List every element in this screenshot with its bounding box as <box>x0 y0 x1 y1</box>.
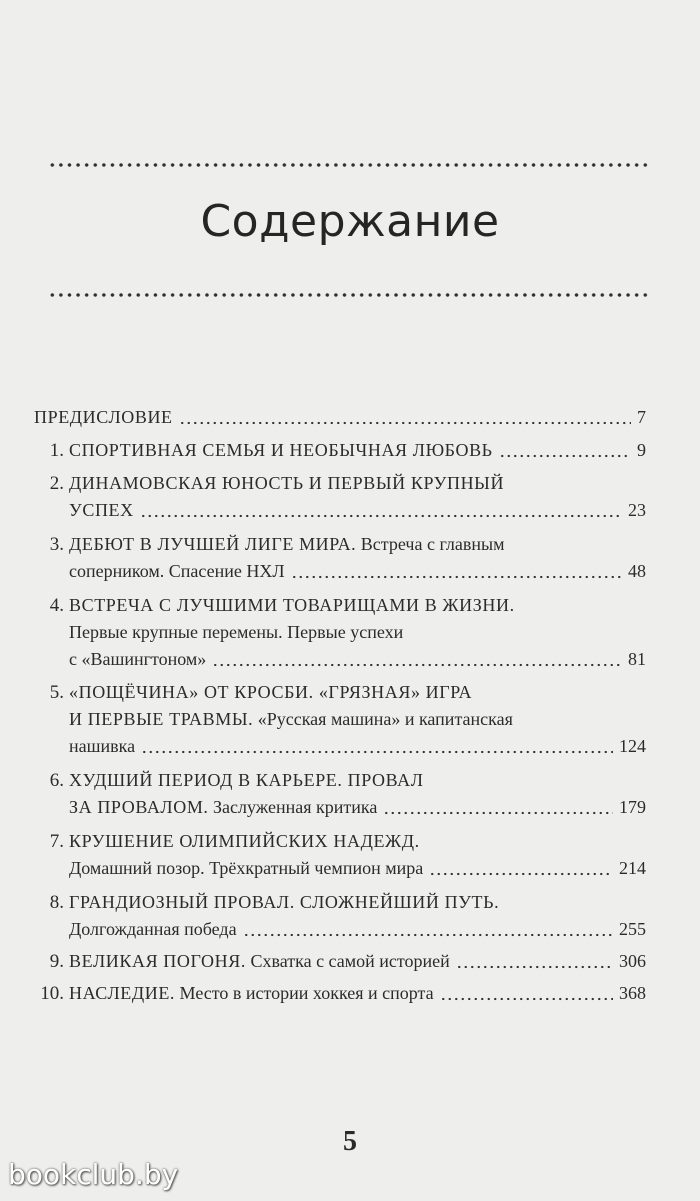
chapter-subtitle: Долгожданная победа <box>69 919 237 939</box>
chapter-title: ПРЕДИСЛОВИЕ <box>34 407 173 427</box>
chapter-number: 5. <box>49 682 64 703</box>
chapter-subtitle: Схватка с самой историей <box>245 951 450 971</box>
page-title: Содержание <box>200 196 500 247</box>
dot-leader <box>383 811 613 815</box>
chapter-number: 9. <box>49 951 64 972</box>
chapter-title: УСПЕХ <box>69 500 134 520</box>
toc-page-number: 7 <box>637 407 646 427</box>
toc-entry <box>34 592 646 673</box>
chapter-subtitle: соперником. Спасение НХЛ <box>69 561 285 581</box>
toc-entry <box>34 404 646 431</box>
chapter-title: И ПЕРВЫЕ ТРАВМЫ. <box>69 709 254 729</box>
chapter-number: 10. <box>40 983 64 1004</box>
dot-leader <box>499 454 631 458</box>
dot-leader <box>243 933 613 937</box>
chapter-title: ВЕЛИКАЯ ПОГОНЯ. <box>69 951 246 971</box>
dot-leader <box>140 514 622 518</box>
chapter-title: ХУДШИЙ ПЕРИОД В КАРЬЕРЕ. ПРОВАЛ <box>69 770 424 790</box>
table-of-contents <box>34 404 646 1007</box>
dot-leader <box>179 421 631 425</box>
chapter-subtitle: Домашний позор. Трёхкратный чемпион мира <box>69 858 424 878</box>
chapter-title: НАСЛЕДИЕ. <box>69 983 176 1003</box>
chapter-title: КРУШЕНИЕ ОЛИМПИЙСКИХ НАДЕЖД. <box>69 831 420 851</box>
toc-page-number: 124 <box>619 736 646 756</box>
chapter-subtitle: нашивка <box>69 736 136 756</box>
chapter-number: 4. <box>49 595 64 616</box>
toc-page-number: 23 <box>628 500 646 520</box>
chapter-title: ДИНАМОВСКАЯ ЮНОСТЬ И ПЕРВЫЙ КРУПНЫЙ <box>69 473 505 493</box>
dot-leader <box>440 997 613 1001</box>
bottom-dotted-rule <box>48 293 650 297</box>
toc-page-number: 9 <box>637 440 646 460</box>
chapter-title: ВСТРЕЧА С ЛУЧШИМИ ТОВАРИЩАМИ В ЖИЗНИ. <box>69 595 515 615</box>
page-number: 5 <box>343 1126 357 1157</box>
dot-leader <box>429 872 613 876</box>
toc-page-number: 179 <box>619 797 646 817</box>
dot-leader <box>212 663 622 667</box>
chapter-number: 3. <box>49 534 64 555</box>
toc-page-number: 81 <box>628 649 646 669</box>
chapter-title: ЗА ПРОВАЛОМ. <box>69 797 209 817</box>
toc-page-number: 214 <box>619 858 646 878</box>
toc-entry <box>34 470 646 524</box>
chapter-subtitle: с «Вашингтоном» <box>69 649 207 669</box>
chapter-number: 6. <box>49 770 64 791</box>
chapter-subtitle: «Русская машина» и капитанская <box>253 709 513 729</box>
toc-page-number: 255 <box>619 919 646 939</box>
toc-entry <box>34 828 646 882</box>
chapter-number: 7. <box>49 831 64 852</box>
toc-entry <box>34 980 646 1007</box>
toc-entry <box>34 767 646 821</box>
chapter-title: ГРАНДИОЗНЫЙ ПРОВАЛ. СЛОЖНЕЙШИЙ ПУТЬ. <box>69 892 500 912</box>
chapter-number: 2. <box>49 473 64 494</box>
dot-leader <box>456 965 613 969</box>
chapter-title: «ПОЩЁЧИНА» ОТ КРОСБИ. «ГРЯЗНАЯ» ИГРА <box>69 682 473 702</box>
toc-page-number: 306 <box>619 951 646 971</box>
toc-entry <box>34 948 646 975</box>
chapter-subtitle: Первые крупные перемены. Первые успехи <box>69 622 404 642</box>
chapter-title: ДЕБЮТ В ЛУЧШЕЙ ЛИГЕ МИРА. <box>69 534 357 554</box>
chapter-title: СПОРТИВНАЯ СЕМЬЯ И НЕОБЫЧНАЯ ЛЮБОВЬ <box>69 440 493 460</box>
toc-page-number: 368 <box>619 983 646 1003</box>
toc-entry <box>34 889 646 943</box>
chapter-number: 1. <box>49 440 64 461</box>
chapter-subtitle: Заслуженная критика <box>208 797 378 817</box>
chapter-subtitle: Встреча с главным <box>356 534 505 554</box>
chapter-subtitle: Место в истории хоккея и спорта <box>175 983 434 1003</box>
chapter-number: 8. <box>49 892 64 913</box>
top-dotted-rule <box>48 163 650 167</box>
site-watermark: bookclub.by <box>8 1158 179 1191</box>
dot-leader <box>291 575 622 579</box>
toc-entry <box>34 531 646 585</box>
toc-entry <box>34 679 646 760</box>
dot-leader <box>141 750 613 754</box>
toc-entry <box>34 437 646 464</box>
toc-page-number: 48 <box>628 561 646 581</box>
